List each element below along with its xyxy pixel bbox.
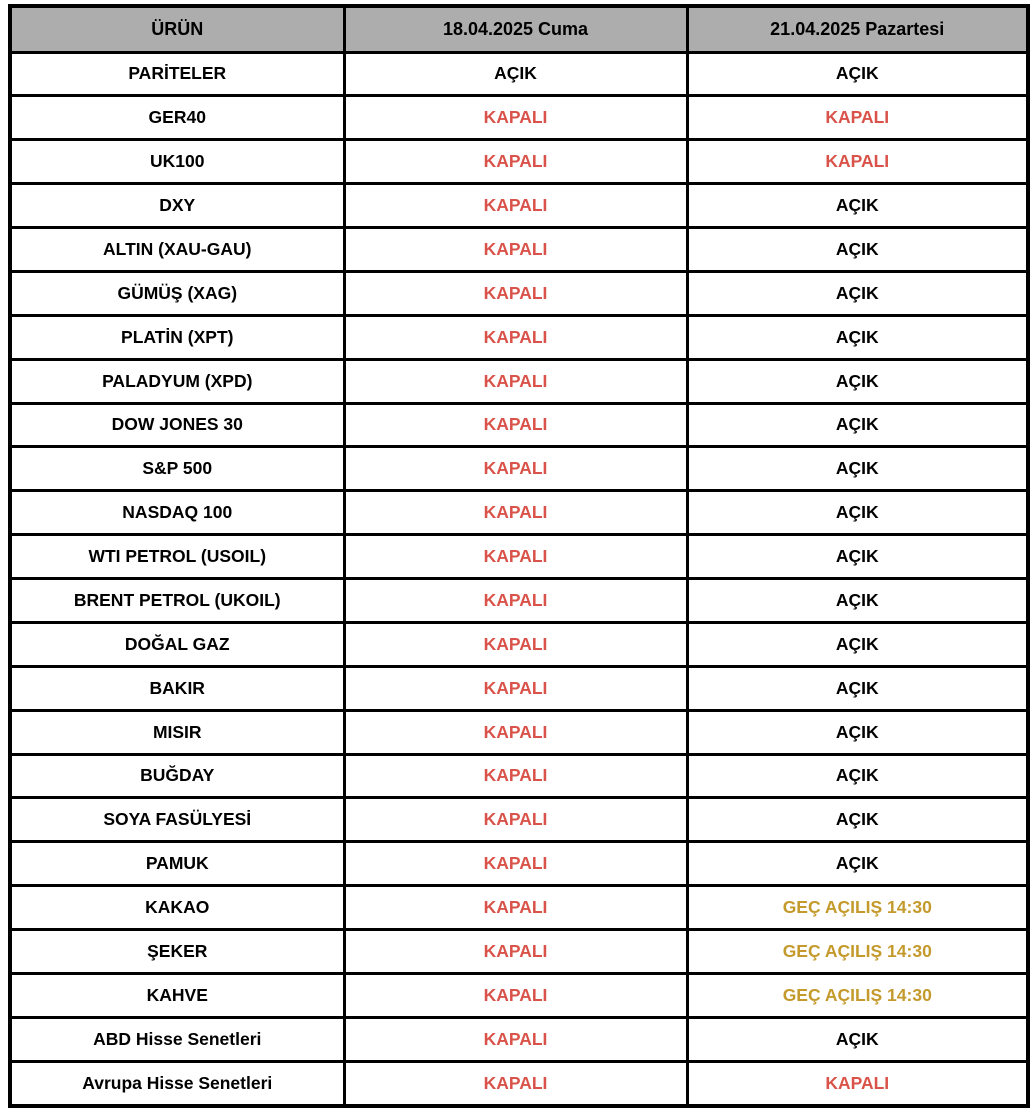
table-row: [10, 403, 1028, 447]
table-row: [10, 359, 1028, 403]
table-row: [10, 973, 1028, 1017]
monday-status-cell: AÇIK: [687, 842, 1028, 886]
product-cell: PALADYUM (XPD): [10, 359, 344, 403]
table-row: [10, 930, 1028, 974]
monday-status-cell: AÇIK: [687, 228, 1028, 272]
monday-status-cell: AÇIK: [687, 579, 1028, 623]
table-row: [10, 798, 1028, 842]
table-row: [10, 842, 1028, 886]
friday-status-cell: KAPALI: [344, 271, 687, 315]
column-header-monday: 21.04.2025 Pazartesi: [687, 6, 1028, 52]
product-cell: GÜMÜŞ (XAG): [10, 271, 344, 315]
friday-status-cell: KAPALI: [344, 447, 687, 491]
table-row: [10, 52, 1028, 96]
monday-status-cell: AÇIK: [687, 666, 1028, 710]
product-cell: ŞEKER: [10, 930, 344, 974]
friday-status-cell: KAPALI: [344, 798, 687, 842]
table-row: [10, 754, 1028, 798]
monday-status-cell: KAPALI: [687, 96, 1028, 140]
friday-status-cell: KAPALI: [344, 1017, 687, 1061]
friday-status-cell: KAPALI: [344, 315, 687, 359]
friday-status-cell: KAPALI: [344, 579, 687, 623]
monday-status-cell: AÇIK: [687, 271, 1028, 315]
product-cell: KAKAO: [10, 886, 344, 930]
monday-status-cell: AÇIK: [687, 1017, 1028, 1061]
market-hours-table-wrap: [8, 4, 1026, 1108]
friday-status-cell: KAPALI: [344, 842, 687, 886]
monday-status-cell: AÇIK: [687, 798, 1028, 842]
monday-status-cell: AÇIK: [687, 447, 1028, 491]
product-cell: DOW JONES 30: [10, 403, 344, 447]
table-row: [10, 886, 1028, 930]
table-row: [10, 140, 1028, 184]
product-cell: WTI PETROL (USOIL): [10, 535, 344, 579]
table-header: [10, 6, 1028, 52]
monday-status-cell: KAPALI: [687, 1061, 1028, 1106]
product-cell: GER40: [10, 96, 344, 140]
monday-status-cell: GEÇ AÇILIŞ 14:30: [687, 930, 1028, 974]
market-hours-table: [8, 4, 1030, 1108]
column-header-friday: 18.04.2025 Cuma: [344, 6, 687, 52]
product-cell: S&P 500: [10, 447, 344, 491]
friday-status-cell: KAPALI: [344, 184, 687, 228]
table-row: [10, 96, 1028, 140]
monday-status-cell: AÇIK: [687, 535, 1028, 579]
monday-status-cell: GEÇ AÇILIŞ 14:30: [687, 886, 1028, 930]
friday-status-cell: KAPALI: [344, 140, 687, 184]
monday-status-cell: AÇIK: [687, 315, 1028, 359]
table-row: [10, 579, 1028, 623]
product-cell: KAHVE: [10, 973, 344, 1017]
friday-status-cell: KAPALI: [344, 886, 687, 930]
product-cell: DOĞAL GAZ: [10, 622, 344, 666]
friday-status-cell: KAPALI: [344, 1061, 687, 1106]
friday-status-cell: KAPALI: [344, 359, 687, 403]
monday-status-cell: AÇIK: [687, 754, 1028, 798]
product-cell: NASDAQ 100: [10, 491, 344, 535]
friday-status-cell: KAPALI: [344, 535, 687, 579]
table-row: [10, 1017, 1028, 1061]
table-row: [10, 710, 1028, 754]
header-row: [10, 6, 1028, 52]
table-row: [10, 535, 1028, 579]
monday-status-cell: AÇIK: [687, 710, 1028, 754]
product-cell: BRENT PETROL (UKOIL): [10, 579, 344, 623]
friday-status-cell: KAPALI: [344, 666, 687, 710]
monday-status-cell: KAPALI: [687, 140, 1028, 184]
table-row: [10, 228, 1028, 272]
table-row: [10, 491, 1028, 535]
friday-status-cell: KAPALI: [344, 491, 687, 535]
monday-status-cell: AÇIK: [687, 52, 1028, 96]
product-cell: PLATİN (XPT): [10, 315, 344, 359]
product-cell: BAKIR: [10, 666, 344, 710]
friday-status-cell: KAPALI: [344, 96, 687, 140]
table-row: [10, 271, 1028, 315]
monday-status-cell: AÇIK: [687, 403, 1028, 447]
table-row: [10, 447, 1028, 491]
monday-status-cell: AÇIK: [687, 184, 1028, 228]
product-cell: UK100: [10, 140, 344, 184]
product-cell: DXY: [10, 184, 344, 228]
monday-status-cell: AÇIK: [687, 491, 1028, 535]
friday-status-cell: KAPALI: [344, 710, 687, 754]
product-cell: SOYA FASÜLYESİ: [10, 798, 344, 842]
friday-status-cell: AÇIK: [344, 52, 687, 96]
product-cell: MISIR: [10, 710, 344, 754]
friday-status-cell: KAPALI: [344, 930, 687, 974]
product-cell: Avrupa Hisse Senetleri: [10, 1061, 344, 1106]
friday-status-cell: KAPALI: [344, 403, 687, 447]
table-row: [10, 184, 1028, 228]
table-row: [10, 315, 1028, 359]
table-row: [10, 666, 1028, 710]
monday-status-cell: GEÇ AÇILIŞ 14:30: [687, 973, 1028, 1017]
table-body: [10, 52, 1028, 1106]
table-row: [10, 622, 1028, 666]
product-cell: ABD Hisse Senetleri: [10, 1017, 344, 1061]
table-row: [10, 1061, 1028, 1106]
product-cell: PAMUK: [10, 842, 344, 886]
friday-status-cell: KAPALI: [344, 228, 687, 272]
monday-status-cell: AÇIK: [687, 622, 1028, 666]
friday-status-cell: KAPALI: [344, 622, 687, 666]
product-cell: BUĞDAY: [10, 754, 344, 798]
column-header-product: ÜRÜN: [10, 6, 344, 52]
monday-status-cell: AÇIK: [687, 359, 1028, 403]
product-cell: ALTIN (XAU-GAU): [10, 228, 344, 272]
product-cell: PARİTELER: [10, 52, 344, 96]
friday-status-cell: KAPALI: [344, 973, 687, 1017]
friday-status-cell: KAPALI: [344, 754, 687, 798]
